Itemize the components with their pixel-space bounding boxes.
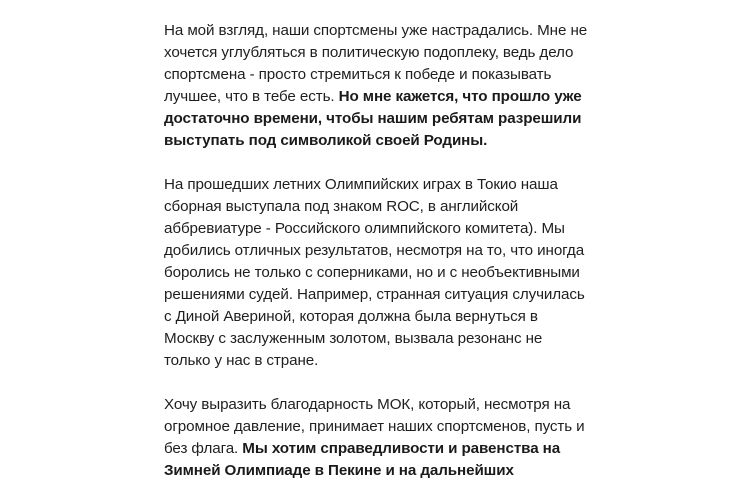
article-body <box>164 20 592 504</box>
paragraph-3-emphasis: Мы хотим справедливости и равенства на Зимней Олимпиаде в Пекине и на дальнейших <box>164 440 561 479</box>
paragraph-2-text: На прошедших летних Олимпийских играх в Токио наша сборная выступала под знаком ROC, в английской аббревиатуре - Российского олимпийского комитета). Мы добились отличных результатов, несмотря на то, что иногда боролись не только с соперниками, но и с необъективными решениями судей. Например, странная ситуация случилась с Диной Авериной, которая должна была вернуться в Москву с заслуженным золотом, вызвала резонанс не только у нас в стране. <box>164 176 585 369</box>
paragraph-2 <box>164 174 592 372</box>
paragraph-1 <box>164 20 592 152</box>
paragraph-1-emphasis: Но мне кажется, что прошло уже достаточно времени, чтобы нашим ребятам разрешили выступать под символикой своей Родины. <box>164 88 582 149</box>
paragraph-3 <box>164 394 592 482</box>
paragraph-3-text: Хочу выразить благодарность МОК, который, несмотря на огромное давление, принимает наших спортсменов, пусть и без флага. <box>164 396 585 457</box>
paragraph-1-text: На мой взгляд, наши спортсмены уже настрадались. Мне не хочется углубляться в политическую подоплеку, ведь дело спортсмена - просто стремиться к победе и показывать лучшее, что в тебе есть. <box>164 22 588 105</box>
